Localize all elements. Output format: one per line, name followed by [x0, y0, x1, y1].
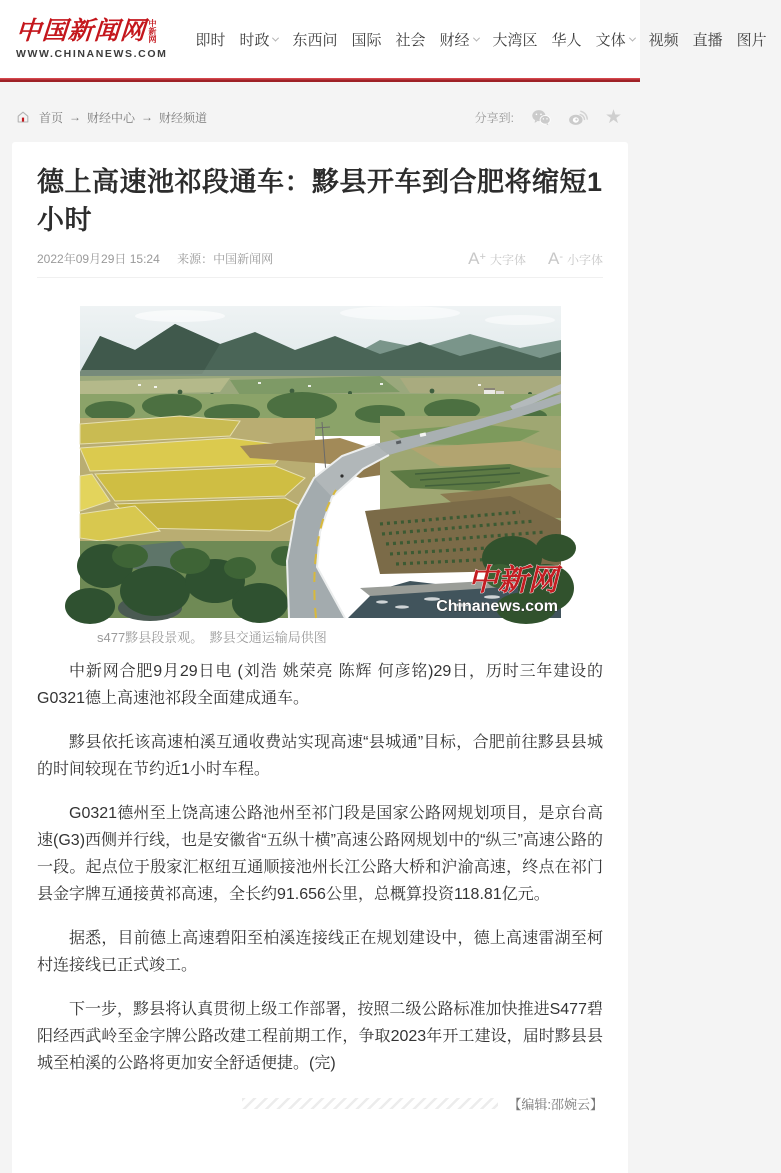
nav-item-dongxiwen[interactable]: 东西问 — [292, 31, 338, 49]
photo-watermark-cn: 中新网 — [467, 563, 558, 598]
breadcrumb-home[interactable]: 首页 — [39, 110, 64, 125]
nav-item-shizheng[interactable]: 时政 — [239, 29, 278, 50]
nav-item-dawanqu[interactable]: 大湾区 — [492, 31, 538, 49]
chevron-down-icon — [472, 34, 479, 41]
logo-domain: WWW.CHINANEWS.COM — [16, 48, 168, 60]
article-body — [37, 658, 603, 1077]
paragraph: 据悉，目前德上高速碧阳至柏溪连接线正在规划建设中，德上高速雷湖至柯村连接线已正式竣工。 — [37, 930, 603, 974]
nav-item-huaren[interactable]: 华人 — [551, 31, 582, 49]
breadcrumb-finance-channel[interactable]: 财经频道 — [159, 110, 208, 125]
meta-left — [37, 250, 273, 267]
nav-item-caijing[interactable]: 财经 — [440, 29, 479, 50]
article-source: 来源：中国新闻网 — [177, 252, 274, 266]
breadcrumb-row — [0, 82, 640, 142]
logo-badge: 中新网 — [148, 19, 158, 43]
share-label: 分享到: — [474, 110, 514, 125]
breadcrumb-finance-center[interactable]: 财经中心 — [87, 110, 136, 125]
main-nav — [195, 29, 780, 50]
share-bar — [475, 108, 622, 127]
font-smaller-button[interactable]: A- 小字体 — [547, 248, 603, 268]
nav-item-guoji[interactable]: 国际 — [351, 31, 382, 49]
chevron-down-icon — [629, 34, 636, 41]
chevron-down-icon — [272, 34, 279, 41]
nav-item-tupian[interactable]: 图片 — [736, 31, 767, 49]
image-caption: s477黟县段景观。 黟县交通运输局供图 — [97, 630, 327, 645]
editor-credit: 【编辑:邵婉云】 — [508, 1097, 603, 1112]
article-meta — [37, 248, 603, 268]
hatch-decoration — [242, 1098, 498, 1109]
nav-item-shehui[interactable]: 社会 — [395, 31, 426, 49]
font-size-controls — [468, 250, 603, 268]
breadcrumb-sep: → — [141, 110, 154, 124]
site-logo[interactable] — [16, 18, 167, 60]
paragraph: 中新网合肥9月29日电 (刘浩 姚荣亮 陈辉 何彦铭)29日，历时三年建设的G0321德上高速池祁段全面建成通车。 — [37, 663, 603, 707]
weibo-icon[interactable] — [568, 108, 588, 126]
nav-item-jishi[interactable]: 即时 — [195, 31, 226, 49]
site-header — [0, 0, 767, 78]
home-icon — [16, 110, 30, 124]
paragraph: G0321德州至上饶高速公路池州至祁门段是国家公路网规划项目，是京台高速(G3)西侧并行线，也是安徽省“五纵十横”高速公路网规划中的“纵三”高速公路的一段。起点位于殷家汇枢纽互通顺接池州长江公路大桥和沪渝高速，终点在祁门县金字牌互通接黄祁高速，全长约91.656公里，总概算投资118.81亿元。 — [37, 805, 603, 903]
article-figure — [37, 306, 603, 646]
breadcrumb — [16, 109, 207, 126]
article-photo — [80, 306, 561, 618]
article-title: 德上高速池祁段通车：黟县开车到合肥将缩短1小时 — [37, 167, 603, 235]
favorite-star-icon[interactable]: ★ — [604, 106, 622, 128]
paragraph: 黟县依托该高速柏溪互通收费站实现高速“县城通”目标，合肥前往黟县县城的时间较现在节约近1小时车程。 — [37, 734, 603, 778]
meta-divider — [37, 277, 603, 278]
breadcrumb-sep: → — [69, 110, 82, 124]
font-larger-button[interactable]: A+ 大字体 — [468, 248, 526, 268]
nav-item-zhibo[interactable]: 直播 — [692, 31, 723, 49]
wechat-icon[interactable] — [531, 108, 551, 126]
article-photo-illustration — [80, 306, 561, 618]
photo-watermark-en: Chinanews.com — [435, 598, 558, 615]
article-card — [12, 142, 628, 1173]
editor-row — [37, 1094, 603, 1113]
nav-item-wenti[interactable]: 文体 — [596, 29, 635, 50]
nav-item-shipin[interactable]: 视频 — [648, 31, 679, 49]
logo-cn-text: 中国新闻网 — [15, 16, 148, 45]
paragraph: 下一步，黟县将认真贯彻上级工作部署，按照二级公路标准加快推进S477碧阳经西武岭至金字牌公路改建工程前期工作，争取2023年开工建设，届时黟县县城至柏溪的公路将更加安全舒适便捷。(完) — [37, 1001, 603, 1072]
article-date: 2022年09月29日 15:24 — [37, 252, 160, 266]
